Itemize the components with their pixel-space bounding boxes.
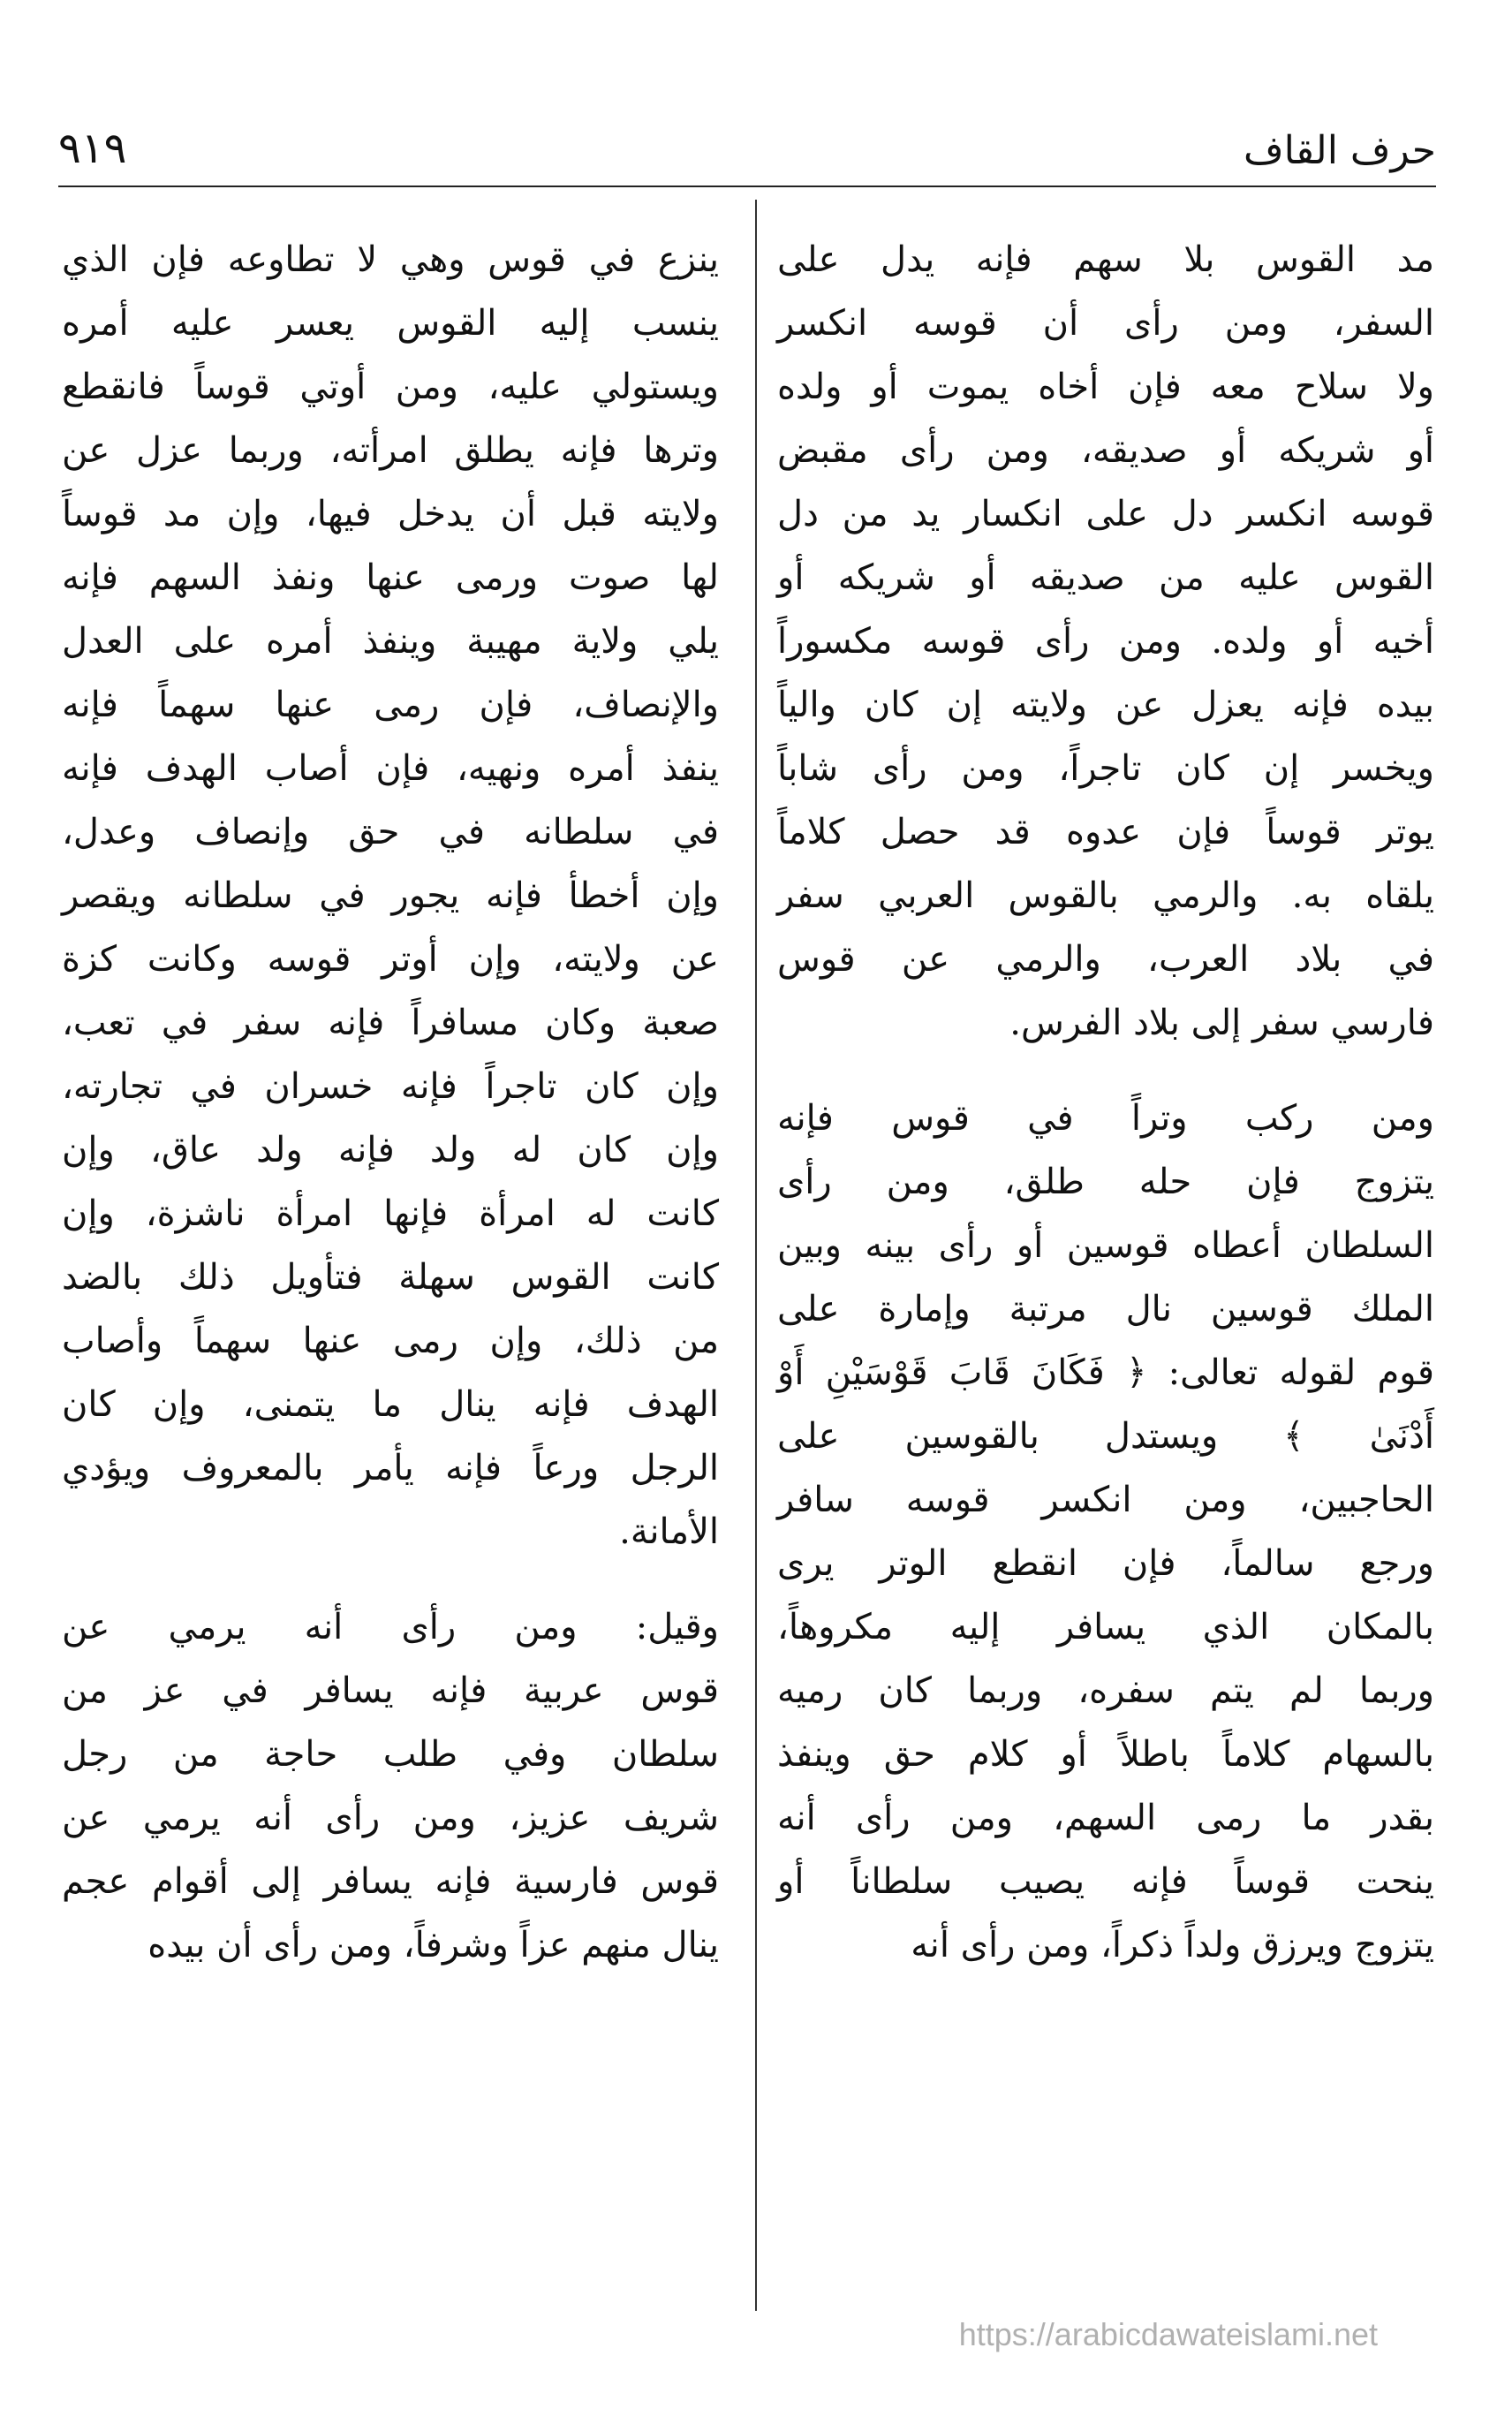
text-line: يوتر قوساً فإن عدوه قد حصل كلاماً (777, 812, 1434, 852)
text-line: يلقاه به. والرمي بالقوس العربي سفر (777, 875, 1434, 916)
column-divider (755, 200, 757, 2311)
text-line: شريف عزيز، ومن رأى أنه يرمي عن (62, 1798, 719, 1838)
text-line: في بلاد العرب، والرمي عن قوس (777, 939, 1434, 980)
text-line: عن ولايته، وإن أوتر قوسه وكانت كزة (62, 939, 719, 980)
text-line: الملك قوسين نال مرتبة وإمارة على (777, 1289, 1434, 1329)
text-line: قوس عربية فإنه يسافر في عز من (62, 1670, 719, 1711)
text-line: الهدف فإنه ينال ما يتمنى، وإن كان (62, 1384, 719, 1425)
text-line: وإن أخطأ فإنه يجور في سلطانه ويقصر (62, 875, 719, 916)
right-column (777, 228, 1434, 1977)
text-line: مد القوس بلا سهم فإنه يدل على (777, 239, 1434, 280)
text-line: ينفذ أمره ونهيه، فإن أصاب الهدف فإنه (62, 748, 719, 789)
text-line: بالمكان الذي يسافر إليه مكروهاً، (777, 1607, 1434, 1647)
text-line: ويخسر إن كان تاجراً، ومن رأى شاباً (777, 748, 1434, 789)
watermark-url: https://arabicdawateislami.net (958, 2316, 1378, 2352)
text-line: من ذلك، وإن رمى عنها سهماً وأصاب (62, 1321, 719, 1361)
text-line: صعبة وكان مسافراً فإنه سفر في تعب، (62, 1003, 719, 1043)
text-line: ومن ركب وتراً في قوس فإنه (777, 1098, 1434, 1139)
text-line: ورجع سالماً، فإن انقطع الوتر يرى (777, 1543, 1434, 1584)
text-line: فارسي سفر إلى بلاد الفرس. (1009, 1003, 1434, 1043)
text-line: ينسب إليه القوس يعسر عليه أمره (62, 303, 719, 344)
text-line: يلي ولاية مهيبة وينفذ أمره على العدل (62, 621, 719, 662)
text-line: ولا سلاح معه فإن أخاه يموت أو ولده (777, 367, 1434, 407)
text-line: وقيل: ومن رأى أنه يرمي عن (62, 1607, 719, 1647)
paragraph (62, 228, 719, 1564)
text-line: الحاجبين، ومن انكسر قوسه سافر (777, 1480, 1434, 1520)
text-line: والإنصاف، فإن رمى عنها سهماً فإنه (62, 685, 719, 725)
text-line: قوم لقوله تعالى: ﴿ فَكَانَ قَابَ قَوْسَيْنِ أَوْ (777, 1352, 1434, 1393)
text-line: في سلطانه في حق وإنصاف وعدل، (62, 812, 719, 852)
text-line: الأمانة. (619, 1511, 719, 1552)
text-line: ينزع في قوس وهي لا تطاوعه فإن الذي (62, 239, 719, 280)
text-line: السلطان أعطاه قوسين أو رأى بينه وبين (777, 1225, 1434, 1266)
text-line: وترها فإنه يطلق امرأته، وربما عزل عن (62, 430, 719, 471)
text-line: السفر، ومن رأى أن قوسه انكسر (777, 303, 1434, 344)
text-line: لها صوت ورمى عنها ونفذ السهم فإنه (62, 557, 719, 598)
text-line: يتزوج ويرزق ولداً ذكراً، ومن رأى أنه (911, 1925, 1434, 1965)
left-column (62, 228, 719, 1977)
text-line: وربما لم يتم سفره، وربما كان رميه (777, 1670, 1434, 1711)
text-line: كانت القوس سهلة فتأويل ذلك بالضد (62, 1257, 719, 1298)
text-line: سلطان وفي طلب حاجة من رجل (62, 1734, 719, 1775)
text-line: قوسه انكسر دل على انكسار يد من دل (777, 494, 1434, 534)
text-line: ويستولي عليه، ومن أوتي قوساً فانقطع (62, 367, 719, 407)
text-line: الرجل ورعاً فإنه يأمر بالمعروف ويؤدي (62, 1448, 719, 1488)
paragraph (777, 228, 1434, 1055)
page-header (58, 106, 1436, 187)
page-number: ٩١٩ (58, 124, 127, 173)
text-line: ينال منهم عزاً وشرفاً، ومن رأى أن بيده (147, 1925, 719, 1965)
text-line: ينحت قوساً فإنه يصيب سلطاناً أو (777, 1861, 1434, 1902)
text-line: أخيه أو ولده. ومن رأى قوسه مكسوراً (777, 621, 1434, 662)
text-line: ولايته قبل أن يدخل فيها، وإن مد قوساً (62, 494, 719, 534)
text-line: وإن كان تاجراً فإنه خسران في تجارته، (62, 1066, 719, 1107)
text-line: بقدر ما رمى السهم، ومن رأى أنه (777, 1798, 1434, 1838)
chapter-title: حرف القاف (1244, 128, 1436, 173)
paragraph (777, 1087, 1434, 1977)
text-line: بالسهام كلاماً باطلاً أو كلام حق وينفذ (777, 1734, 1434, 1775)
text-line: وإن كان له ولد فإنه ولد عاق، وإن (62, 1130, 719, 1170)
paragraph (62, 1595, 719, 1977)
text-line: قوس فارسية فإنه يسافر إلى أقوام عجم (62, 1861, 719, 1902)
text-line: أَدْنَىٰ ﴾ ويستدل بالقوسين على (777, 1416, 1434, 1457)
text-line: القوس عليه من صديقه أو شريكه أو (777, 557, 1434, 598)
text-line: أو شريكه أو صديقه، ومن رأى مقبض (777, 430, 1434, 471)
text-line: بيده فإنه يعزل عن ولايته إن كان والياً (777, 685, 1434, 725)
text-line: كانت له امرأة فإنها امرأة ناشزة، وإن (62, 1193, 719, 1234)
text-line: يتزوج فإن حله طلق، ومن رأى (777, 1162, 1434, 1202)
